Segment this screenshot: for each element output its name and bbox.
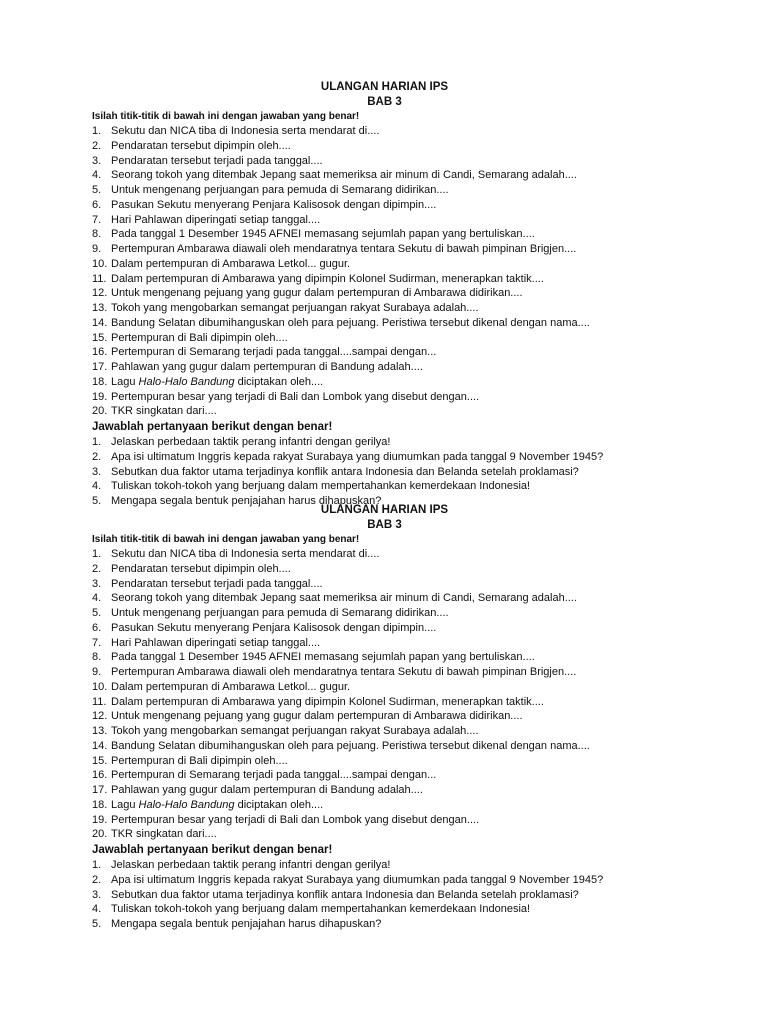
question-number: 3. <box>92 154 102 167</box>
question-text: Jelaskan perbedaan taktik perang infantri dengan gerilya! <box>111 859 391 871</box>
question-number: 9. <box>92 243 102 255</box>
fill-question <box>92 636 692 651</box>
question-text: Sebutkan dua faktor utama terjadinya konflik antara Indonesia dan Belanda setelah proklamasi? <box>111 888 579 901</box>
question-text: Hari Pahlawan diperingati setiap tanggal.... <box>111 213 321 226</box>
question-text-post: diciptakan oleh.... <box>234 798 324 811</box>
question-text: Pertempuran Ambarawa diawali oleh mendaratnya tentara Sekutu di bawah pimpinan Brigjen.... <box>111 243 577 255</box>
exam-title: ULANGAN HARIAN IPS <box>320 504 449 516</box>
question-number: 14. <box>92 316 108 329</box>
fill-question <box>92 272 692 287</box>
question-text: Pasukan Sekutu menyerang Penjara Kalisosok dengan dipimpin.... <box>111 198 437 211</box>
question-number: 1. <box>92 548 102 560</box>
fill-question <box>92 301 692 316</box>
fill-question <box>92 621 692 636</box>
essay-question <box>92 873 692 888</box>
fill-question <box>92 242 692 257</box>
question-text: Apa isi ultimatum Inggris kepada rakyat Surabaya yang diumumkan pada tanggal 9 November 1945? <box>111 450 604 463</box>
question-number: 19. <box>92 813 108 826</box>
essay-heading: Jawablah pertanyaan berikut dengan benar! <box>92 421 333 433</box>
question-text: Tokoh yang mengobarkan semangat perjuangan rakyat Surabaya adalah.... <box>111 302 479 314</box>
question-text: Pada tanggal 1 Desember 1945 AFNEI memasang sejumlah papan yang bertuliskan.... <box>111 228 535 241</box>
question-text: Dalam pertempuran di Ambarawa yang dipimpin Kolonel Sudirman, menerapkan taktik.... <box>111 272 544 285</box>
question-number: 19. <box>92 390 108 403</box>
question-number: 20. <box>92 405 108 418</box>
question-text: Pertempuran besar yang terjadi di Bali dan Lombok yang disebut dengan.... <box>111 813 480 826</box>
fill-question <box>92 183 692 198</box>
question-number: 15. <box>92 331 108 344</box>
fill-instruction: Isilah titik-titik di bawah ini dengan jawaban yang benar! <box>92 534 360 545</box>
question-text: Tuliskan tokoh-tokoh yang berjuang dalam mempertahankan kemerdekaan Indonesia! <box>111 480 531 493</box>
question-number: 2. <box>92 139 102 152</box>
question-text-pre: Lagu <box>111 375 139 388</box>
question-number: 2. <box>92 873 102 886</box>
fill-question <box>92 768 692 783</box>
question-text: Pada tanggal 1 Desember 1945 AFNEI memasang sejumlah papan yang bertuliskan.... <box>111 651 535 664</box>
question-number: 4. <box>92 903 102 916</box>
question-number: 20. <box>92 828 108 841</box>
question-number: 18. <box>92 375 108 388</box>
fill-question <box>92 316 692 331</box>
question-text: Pertempuran di Bali dipimpin oleh.... <box>111 331 288 344</box>
fill-question <box>92 213 692 228</box>
question-text: Pendaratan tersebut dipimpin oleh.... <box>111 562 291 575</box>
question-text: Untuk mengenang pejuang yang gugur dalam pertempuran di Ambarawa didirikan.... <box>111 710 523 723</box>
fill-question <box>92 154 692 169</box>
question-text: Seorang tokoh yang ditembak Jepang saat memeriksa air minum di Candi, Semarang adalah.... <box>111 169 577 182</box>
exam-title: ULANGAN HARIAN IPS <box>320 81 449 93</box>
question-number: 3. <box>92 577 102 590</box>
question-number: 11. <box>92 272 107 285</box>
fill-question <box>92 591 692 606</box>
question-number: 5. <box>92 184 102 196</box>
question-number: 10. <box>92 680 108 693</box>
question-number: 15. <box>92 754 108 767</box>
essay-question <box>92 917 692 932</box>
question-number: 9. <box>92 666 102 678</box>
essay-question <box>92 479 692 494</box>
question-number: 8. <box>92 228 102 241</box>
question-number: 14. <box>92 739 108 752</box>
fill-question <box>92 665 692 680</box>
fill-instruction: Isilah titik-titik di bawah ini dengan jawaban yang benar! <box>92 111 360 122</box>
question-text: Pendaratan tersebut dipimpin oleh.... <box>111 139 291 152</box>
question-text: Hari Pahlawan diperingati setiap tanggal.... <box>111 636 321 649</box>
question-text: Pertempuran besar yang terjadi di Bali dan Lombok yang disebut dengan.... <box>111 390 480 403</box>
question-text: Sekutu dan NICA tiba di Indonesia serta mendarat di.... <box>111 125 380 137</box>
question-text: Untuk mengenang pejuang yang gugur dalam pertempuran di Ambarawa didirikan.... <box>111 287 523 300</box>
question-text: Pertempuran Ambarawa diawali oleh mendaratnya tentara Sekutu di bawah pimpinan Brigjen.... <box>111 666 577 678</box>
fill-question <box>92 783 692 798</box>
fill-question <box>92 227 692 242</box>
question-text: Pendaratan tersebut terjadi pada tanggal.... <box>111 154 323 167</box>
question-text: Dalam pertempuran di Ambarawa Letkol... gugur. <box>111 680 351 693</box>
question-text: Mengapa segala bentuk penjajahan harus dihapuskan? <box>111 918 382 930</box>
question-number: 2. <box>92 562 102 575</box>
question-number: 13. <box>92 725 108 737</box>
fill-question <box>92 827 692 842</box>
fill-question <box>92 709 692 724</box>
question-number: 6. <box>92 621 102 634</box>
question-text-post: diciptakan oleh.... <box>234 375 324 388</box>
fill-question <box>92 680 692 695</box>
question-number: 16. <box>92 769 108 782</box>
essay-question <box>92 858 692 873</box>
fill-question <box>92 360 692 375</box>
question-number: 18. <box>92 798 108 811</box>
question-text: Bandung Selatan dibumihanguskan oleh para pejuang. Peristiwa tersebut dikenal dengan nama.... <box>111 316 590 329</box>
essay-question <box>92 888 692 903</box>
question-text-pre: Lagu <box>111 798 139 811</box>
question-text: Untuk mengenang perjuangan para pemuda di Semarang didirikan.... <box>111 607 449 619</box>
exam-subtitle: BAB 3 <box>367 519 402 531</box>
fill-question <box>92 345 692 360</box>
essay-question <box>92 435 692 450</box>
question-text: Bandung Selatan dibumihanguskan oleh para pejuang. Peristiwa tersebut dikenal dengan nama.... <box>111 739 590 752</box>
question-number: 12. <box>92 710 108 723</box>
fill-question <box>92 754 692 769</box>
fill-question <box>92 606 692 621</box>
question-number: 6. <box>92 198 102 211</box>
question-number: 5. <box>92 918 102 930</box>
question-number: 2. <box>92 450 102 463</box>
fill-question <box>92 813 692 828</box>
fill-question <box>92 798 692 813</box>
question-number: 11. <box>92 695 107 708</box>
fill-question <box>92 198 692 213</box>
fill-question <box>92 724 692 739</box>
question-text: Pahlawan yang gugur dalam pertempuran di Bandung adalah.... <box>111 361 423 373</box>
question-text: Mengapa segala bentuk penjajahan harus dihapuskan? <box>111 495 382 507</box>
fill-question <box>92 390 692 405</box>
fill-question <box>92 286 692 301</box>
fill-question <box>92 562 692 577</box>
question-text: Untuk mengenang perjuangan para pemuda di Semarang didirikan.... <box>111 184 449 196</box>
question-number: 3. <box>92 465 102 478</box>
question-number: 3. <box>92 888 102 901</box>
question-number: 16. <box>92 346 108 359</box>
question-number: 1. <box>92 125 102 137</box>
question-text <box>111 376 323 388</box>
fill-question <box>92 547 692 562</box>
fill-question <box>92 331 692 346</box>
question-text: Pasukan Sekutu menyerang Penjara Kalisosok dengan dipimpin.... <box>111 621 437 634</box>
question-text: Tuliskan tokoh-tokoh yang berjuang dalam mempertahankan kemerdekaan Indonesia! <box>111 903 531 916</box>
exam-sheet-bottom <box>92 503 692 932</box>
fill-question <box>92 375 692 390</box>
question-text: Pendaratan tersebut terjadi pada tanggal.... <box>111 577 323 590</box>
fill-question <box>92 577 692 592</box>
question-text: TKR singkatan dari.... <box>111 828 217 841</box>
essay-question <box>92 465 692 480</box>
exam-subtitle: BAB 3 <box>367 96 402 108</box>
question-number: 17. <box>92 784 108 796</box>
fill-question <box>92 650 692 665</box>
question-number: 1. <box>92 859 102 871</box>
fill-question <box>92 404 692 419</box>
question-text: Tokoh yang mengobarkan semangat perjuangan rakyat Surabaya adalah.... <box>111 725 479 737</box>
question-number: 4. <box>92 592 102 605</box>
question-text: Pertempuran di Semarang terjadi pada tanggal....sampai dengan... <box>111 769 437 782</box>
question-text: TKR singkatan dari.... <box>111 405 217 418</box>
essay-question <box>92 450 692 465</box>
fill-question <box>92 139 692 154</box>
fill-question <box>92 124 692 139</box>
question-text: Dalam pertempuran di Ambarawa yang dipimpin Kolonel Sudirman, menerapkan taktik.... <box>111 695 544 708</box>
question-text: Apa isi ultimatum Inggris kepada rakyat Surabaya yang diumumkan pada tanggal 9 November 1945? <box>111 873 604 886</box>
exam-sheet-top <box>92 80 692 509</box>
fill-question <box>92 739 692 754</box>
question-number: 7. <box>92 636 102 649</box>
question-number: 8. <box>92 651 102 664</box>
question-number: 5. <box>92 607 102 619</box>
question-text: Pertempuran di Semarang terjadi pada tanggal....sampai dengan... <box>111 346 437 359</box>
question-number: 5. <box>92 495 102 507</box>
question-text: Seorang tokoh yang ditembak Jepang saat memeriksa air minum di Candi, Semarang adalah.... <box>111 592 577 605</box>
question-text: Jelaskan perbedaan taktik perang infantri dengan gerilya! <box>111 436 391 448</box>
question-number: 7. <box>92 213 102 226</box>
question-number: 10. <box>92 257 108 270</box>
question-text: Sekutu dan NICA tiba di Indonesia serta mendarat di.... <box>111 548 380 560</box>
essay-heading: Jawablah pertanyaan berikut dengan benar! <box>92 844 333 856</box>
question-text: Sebutkan dua faktor utama terjadinya konflik antara Indonesia dan Belanda setelah proklamasi? <box>111 465 579 478</box>
fill-question <box>92 257 692 272</box>
question-text <box>111 799 323 811</box>
question-text: Pertempuran di Bali dipimpin oleh.... <box>111 754 288 767</box>
question-number: 17. <box>92 361 108 373</box>
question-text: Dalam pertempuran di Ambarawa Letkol... gugur. <box>111 257 351 270</box>
question-number: 12. <box>92 287 108 300</box>
question-number: 13. <box>92 302 108 314</box>
essay-question <box>92 902 692 917</box>
question-text: Pahlawan yang gugur dalam pertempuran di Bandung adalah.... <box>111 784 423 796</box>
song-title: Halo-Halo Bandung <box>138 375 235 388</box>
question-number: 1. <box>92 436 102 448</box>
question-number: 4. <box>92 169 102 182</box>
fill-question <box>92 168 692 183</box>
song-title: Halo-Halo Bandung <box>138 798 235 811</box>
fill-question <box>92 695 692 710</box>
question-number: 4. <box>92 480 102 493</box>
